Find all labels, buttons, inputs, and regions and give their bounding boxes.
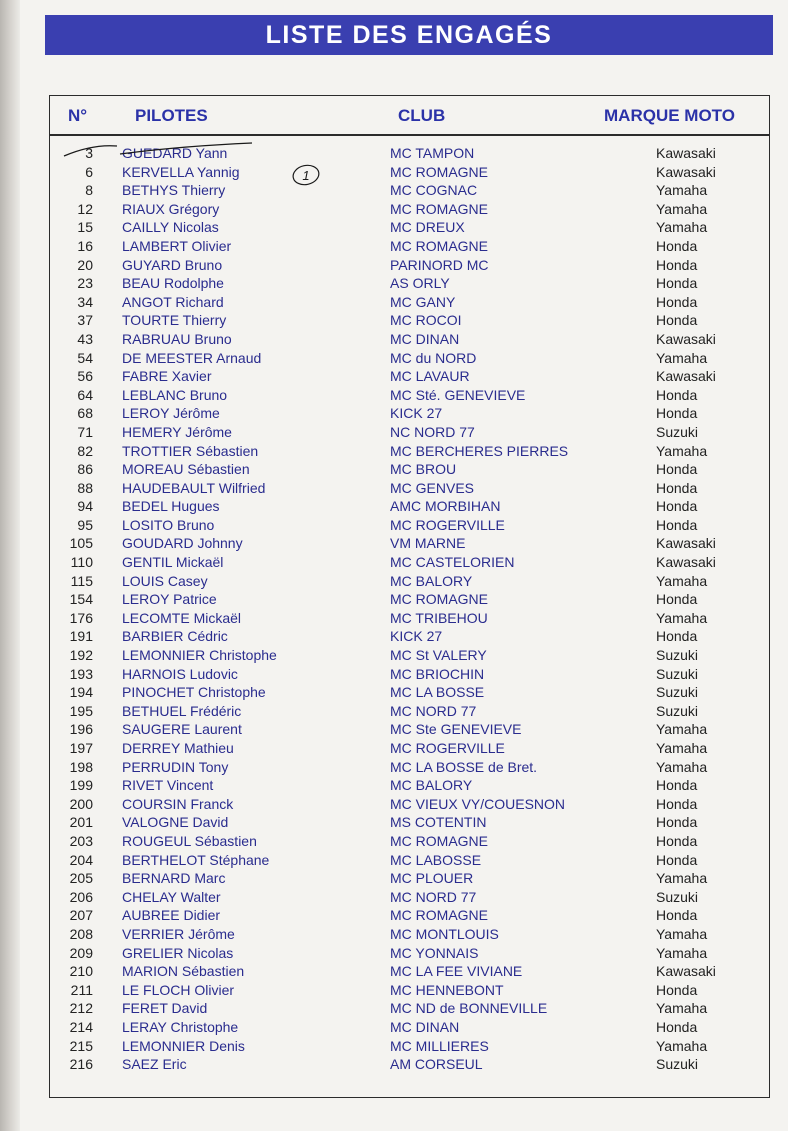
row-marque: Honda (656, 814, 698, 831)
row-number: 195 (69, 702, 93, 719)
row-club: MC MONTLOUIS (390, 925, 499, 942)
table-row (0, 386, 788, 405)
header-club: CLUB (398, 106, 446, 125)
row-marque: Yamaha (656, 740, 708, 756)
row-marque: Suzuki (656, 888, 699, 905)
row-marque: Honda (656, 498, 698, 515)
row-number: 94 (77, 498, 93, 515)
row-club: MC ROMAGNE (390, 163, 488, 180)
row-number: 209 (69, 944, 93, 961)
row-club: MC NORD 77 (390, 888, 477, 905)
row-number: 203 (69, 832, 93, 849)
row-club: MC TRIBEHOU (390, 609, 488, 626)
table-row (0, 349, 788, 368)
row-pilote: RABRUAU Bruno (122, 330, 232, 347)
row-marque: Honda (656, 832, 698, 849)
row-pilote: VALOGNE David (122, 814, 229, 831)
row-pilote: LAMBERT Olivier (122, 237, 232, 254)
header-num: N° (68, 106, 88, 125)
row-number: 192 (69, 647, 93, 664)
table-row (0, 423, 788, 442)
circled-number-text: 1 (302, 168, 310, 183)
row-pilote: HAUDEBAULT Wilfried (122, 479, 266, 496)
row-marque: Kawasaki (656, 145, 716, 161)
row-club: PARINORD MC (390, 256, 489, 273)
row-club: NC NORD 77 (390, 423, 475, 440)
row-number: 43 (77, 330, 93, 347)
row-marque: Honda (656, 461, 698, 478)
row-club: MC ROMAGNE (390, 832, 488, 849)
row-club: MC DINAN (390, 1018, 460, 1035)
row-pilote: RIAUX Grégory (122, 200, 220, 217)
row-club: MC BROU (390, 461, 457, 478)
row-number: 8 (85, 182, 93, 199)
row-number: 20 (77, 256, 93, 273)
row-number: 37 (77, 312, 93, 329)
row-pilote: DE MEESTER Arnaud (122, 349, 262, 366)
row-pilote: CAILLY Nicolas (122, 219, 219, 236)
row-marque: Honda (656, 516, 698, 533)
row-number: 215 (69, 1037, 93, 1054)
row-marque: Honda (656, 237, 698, 254)
row-club: MC ROMAGNE (390, 200, 488, 217)
table-row (0, 683, 788, 702)
row-marque: Honda (656, 479, 698, 496)
row-pilote: LOSITO Bruno (122, 516, 215, 533)
table-row (0, 1037, 788, 1056)
table-row (0, 553, 788, 572)
row-pilote: GUEDARD Yann (122, 145, 228, 161)
row-pilote: LEROY Jérôme (122, 405, 220, 422)
table-row (0, 218, 788, 237)
table-row (0, 293, 788, 312)
table-row (0, 665, 788, 684)
row-club: MC DINAN (390, 330, 460, 347)
row-number: 16 (77, 237, 93, 254)
row-pilote: RIVET Vincent (122, 777, 214, 794)
row-number: 196 (69, 721, 93, 738)
row-marque: Yamaha (656, 1037, 708, 1054)
row-pilote: PERRUDIN Tony (122, 758, 229, 775)
row-club: MC TAMPON (390, 145, 475, 161)
row-marque: Honda (656, 795, 698, 812)
row-number: 68 (77, 405, 93, 422)
table-row (0, 739, 788, 758)
row-pilote: KERVELLA Yannig (122, 163, 240, 180)
row-club: MC ROGERVILLE (390, 516, 505, 533)
row-club: MC ROMAGNE (390, 237, 488, 254)
row-number: 154 (69, 591, 93, 608)
row-number: 54 (77, 349, 93, 366)
row-club: MC ROMAGNE (390, 591, 488, 608)
row-number: 214 (69, 1018, 93, 1035)
row-club: MC LA FEE VIVIANE (390, 963, 523, 980)
header-pilote: PILOTES (135, 106, 208, 125)
row-pilote: BARBIER Cédric (122, 628, 228, 645)
row-club: MC ROMAGNE (390, 907, 488, 924)
row-pilote: PINOCHET Christophe (122, 684, 266, 701)
row-pilote: ROUGEUL Sébastien (122, 832, 257, 849)
row-pilote: LEMONNIER Christophe (122, 647, 277, 664)
row-marque: Honda (656, 1018, 698, 1035)
row-marque: Kawasaki (656, 330, 716, 347)
table-row (0, 330, 788, 349)
table-row (0, 776, 788, 795)
table-row (0, 944, 788, 963)
row-pilote: LE FLOCH Olivier (122, 981, 235, 998)
row-number: 216 (69, 1056, 93, 1073)
table-row (0, 906, 788, 925)
row-number: 176 (69, 609, 93, 626)
row-pilote: TOURTE Thierry (122, 312, 227, 329)
row-pilote: ANGOT Richard (122, 293, 224, 310)
row-number: 86 (77, 461, 93, 478)
table-row (0, 981, 788, 1000)
row-club: MC GENVES (390, 479, 475, 496)
row-number: 105 (69, 535, 93, 552)
row-marque: Yamaha (656, 758, 708, 775)
row-club: MC YONNAIS (390, 944, 479, 961)
row-pilote: LECOMTE Mickaël (122, 609, 242, 626)
row-number: 88 (77, 479, 93, 496)
row-marque: Honda (656, 907, 698, 924)
table-row (0, 832, 788, 851)
row-pilote: SAUGERE Laurent (122, 721, 242, 738)
row-number: 211 (70, 981, 93, 998)
row-pilote: BERNARD Marc (122, 870, 226, 887)
row-number: 115 (70, 572, 93, 589)
row-club: MC ROCOI (390, 312, 462, 329)
row-number: 200 (69, 795, 93, 812)
row-pilote: VERRIER Jérôme (122, 925, 235, 942)
table-row (0, 925, 788, 944)
row-pilote: BETHUEL Frédéric (122, 702, 242, 719)
row-pilote: HEMERY Jérôme (122, 423, 232, 440)
row-club: MC LABOSSE (390, 851, 482, 868)
table-row (0, 256, 788, 275)
row-number: 6 (85, 163, 93, 180)
row-marque: Suzuki (656, 665, 699, 682)
row-number: 191 (69, 628, 93, 645)
row-club: MC BRIOCHIN (390, 665, 485, 682)
row-club: MC COGNAC (390, 182, 478, 199)
table-row (0, 479, 788, 498)
table-row (0, 962, 788, 981)
row-marque: Yamaha (656, 182, 708, 199)
row-number: 64 (77, 386, 93, 403)
row-marque: Kawasaki (656, 554, 716, 571)
row-number: 193 (69, 665, 93, 682)
row-pilote: TROTTIER Sébastien (122, 442, 259, 459)
row-club: KICK 27 (390, 405, 443, 422)
row-pilote: GOUDARD Johnny (122, 535, 243, 552)
row-marque: Yamaha (656, 349, 708, 366)
table-row (0, 181, 788, 200)
row-club: MS COTENTIN (390, 814, 487, 831)
row-club: MC du NORD (390, 349, 477, 366)
row-marque: Yamaha (656, 944, 708, 961)
row-pilote: FABRE Xavier (122, 368, 212, 385)
row-marque: Honda (656, 405, 698, 422)
table-row (0, 888, 788, 907)
row-marque: Honda (656, 777, 698, 794)
row-number: 207 (69, 907, 93, 924)
row-club: MC LA BOSSE de Bret. (390, 758, 538, 775)
row-number: 201 (69, 814, 93, 831)
table-row (0, 999, 788, 1018)
table-row (0, 795, 788, 814)
table-row (0, 311, 788, 330)
table-row (0, 404, 788, 423)
row-club: AM CORSEUL (390, 1056, 483, 1073)
row-number: 15 (77, 219, 93, 236)
row-club: MC BALORY (390, 572, 473, 589)
row-club: MC GANY (390, 293, 456, 310)
row-marque: Suzuki (656, 1056, 699, 1073)
row-number: 204 (69, 851, 93, 868)
page-title: LISTE DES ENGAGÉS (265, 20, 553, 49)
row-club: MC ROGERVILLE (390, 740, 505, 756)
table-row (0, 460, 788, 479)
row-number: 208 (69, 925, 93, 942)
header-divider (50, 134, 769, 136)
row-club: MC ND de BONNEVILLE (390, 1000, 548, 1017)
table-row (0, 572, 788, 591)
row-club: VM MARNE (390, 535, 466, 552)
table-row (0, 163, 788, 182)
row-marque: Yamaha (656, 870, 708, 887)
row-number: 95 (77, 516, 93, 533)
row-club: MC HENNEBONT (390, 981, 504, 998)
row-marque: Honda (656, 628, 698, 645)
row-pilote: CHELAY Walter (122, 888, 221, 905)
row-club: MC VIEUX VY/COUESNON (390, 795, 566, 812)
row-marque: Kawasaki (656, 963, 716, 980)
row-number: 56 (77, 368, 93, 385)
row-pilote: GENTIL Mickaël (122, 554, 224, 571)
row-number: 212 (69, 1000, 93, 1017)
table-row (0, 200, 788, 219)
row-marque: Honda (656, 591, 698, 608)
row-marque: Honda (656, 256, 698, 273)
row-club: MC MILLIERES (390, 1037, 489, 1054)
row-marque: Kawasaki (656, 163, 716, 180)
row-pilote: MOREAU Sébastien (122, 461, 250, 478)
table-row (0, 646, 788, 665)
row-marque: Suzuki (656, 702, 699, 719)
entries-list (0, 144, 788, 1074)
table-row (0, 720, 788, 739)
row-number: 206 (69, 888, 93, 905)
row-club: MC BALORY (390, 777, 473, 794)
table-row (0, 758, 788, 777)
row-marque: Suzuki (656, 647, 699, 664)
table-row (0, 144, 788, 163)
row-pilote: LEROY Patrice (122, 591, 217, 608)
row-pilote: FERET David (122, 1000, 208, 1017)
row-number: 197 (69, 740, 93, 756)
table-row (0, 367, 788, 386)
row-club: MC Ste GENEVIEVE (390, 721, 522, 738)
row-pilote: BERTHELOT Stéphane (122, 851, 270, 868)
row-marque: Yamaha (656, 219, 708, 236)
row-club: MC LA BOSSE (390, 684, 485, 701)
row-marque: Suzuki (656, 684, 699, 701)
table-row (0, 813, 788, 832)
row-marque: Honda (656, 981, 698, 998)
table-row (0, 1055, 788, 1074)
row-number: 82 (77, 442, 93, 459)
table-row (0, 1018, 788, 1037)
row-pilote: DERREY Mathieu (122, 740, 234, 756)
row-marque: Honda (656, 312, 698, 329)
row-marque: Honda (656, 851, 698, 868)
row-marque: Yamaha (656, 200, 708, 217)
table-row (0, 627, 788, 646)
row-number: 205 (69, 870, 93, 887)
row-pilote: BEDEL Hugues (122, 498, 220, 515)
row-club: MC BERCHERES PIERRES (390, 442, 569, 459)
table-row (0, 237, 788, 256)
row-pilote: LEMONNIER Denis (122, 1037, 245, 1054)
row-club: MC NORD 77 (390, 702, 477, 719)
row-marque: Honda (656, 386, 698, 403)
table-row (0, 851, 788, 870)
table-row (0, 534, 788, 553)
row-pilote: BETHYS Thierry (122, 182, 226, 199)
table-row (0, 274, 788, 293)
page-title-banner (45, 15, 773, 55)
row-marque: Yamaha (656, 721, 708, 738)
row-club: KICK 27 (390, 628, 443, 645)
row-number: 23 (77, 275, 93, 292)
row-pilote: MARION Sébastien (122, 963, 245, 980)
row-number: 199 (69, 777, 93, 794)
table-row (0, 702, 788, 721)
row-pilote: BEAU Rodolphe (122, 275, 224, 292)
row-club: MC Sté. GENEVIEVE (390, 386, 526, 403)
row-marque: Honda (656, 293, 698, 310)
row-number: 71 (77, 423, 93, 440)
table-row (0, 609, 788, 628)
row-pilote: GRELIER Nicolas (122, 944, 234, 961)
row-number: 3 (85, 145, 93, 161)
row-number: 198 (69, 758, 93, 775)
row-pilote: HARNOIS Ludovic (122, 665, 238, 682)
row-number: 34 (77, 293, 93, 310)
table-row (0, 442, 788, 461)
row-pilote: LERAY Christophe (122, 1018, 239, 1035)
row-number: 194 (69, 684, 93, 701)
row-marque: Yamaha (656, 572, 708, 589)
row-club: MC St VALERY (390, 647, 487, 664)
row-club: AMC MORBIHAN (390, 498, 501, 515)
header-marque: MARQUE MOTO (604, 106, 735, 125)
table-row (0, 590, 788, 609)
row-pilote: LOUIS Casey (122, 572, 208, 589)
row-number: 12 (77, 200, 93, 217)
row-pilote: LEBLANC Bruno (122, 386, 228, 403)
row-club: MC DREUX (390, 219, 465, 236)
table-row (0, 869, 788, 888)
row-marque: Yamaha (656, 925, 708, 942)
row-number: 210 (69, 963, 93, 980)
row-marque: Honda (656, 275, 698, 292)
row-marque: Yamaha (656, 609, 708, 626)
table-row (0, 516, 788, 535)
table-row (0, 497, 788, 516)
row-club: MC LAVAUR (390, 368, 470, 385)
row-pilote: GUYARD Bruno (122, 256, 223, 273)
row-club: MC CASTELORIEN (390, 554, 515, 571)
row-pilote: COURSIN Franck (122, 795, 234, 812)
row-pilote: AUBREE Didier (122, 907, 221, 924)
row-marque: Kawasaki (656, 535, 716, 552)
row-club: MC PLOUER (390, 870, 474, 887)
row-marque: Yamaha (656, 1000, 708, 1017)
row-marque: Kawasaki (656, 368, 716, 385)
row-marque: Suzuki (656, 423, 699, 440)
row-pilote: SAEZ Eric (122, 1056, 187, 1073)
row-number: 110 (70, 554, 93, 571)
row-marque: Yamaha (656, 442, 708, 459)
row-club: AS ORLY (390, 275, 450, 292)
